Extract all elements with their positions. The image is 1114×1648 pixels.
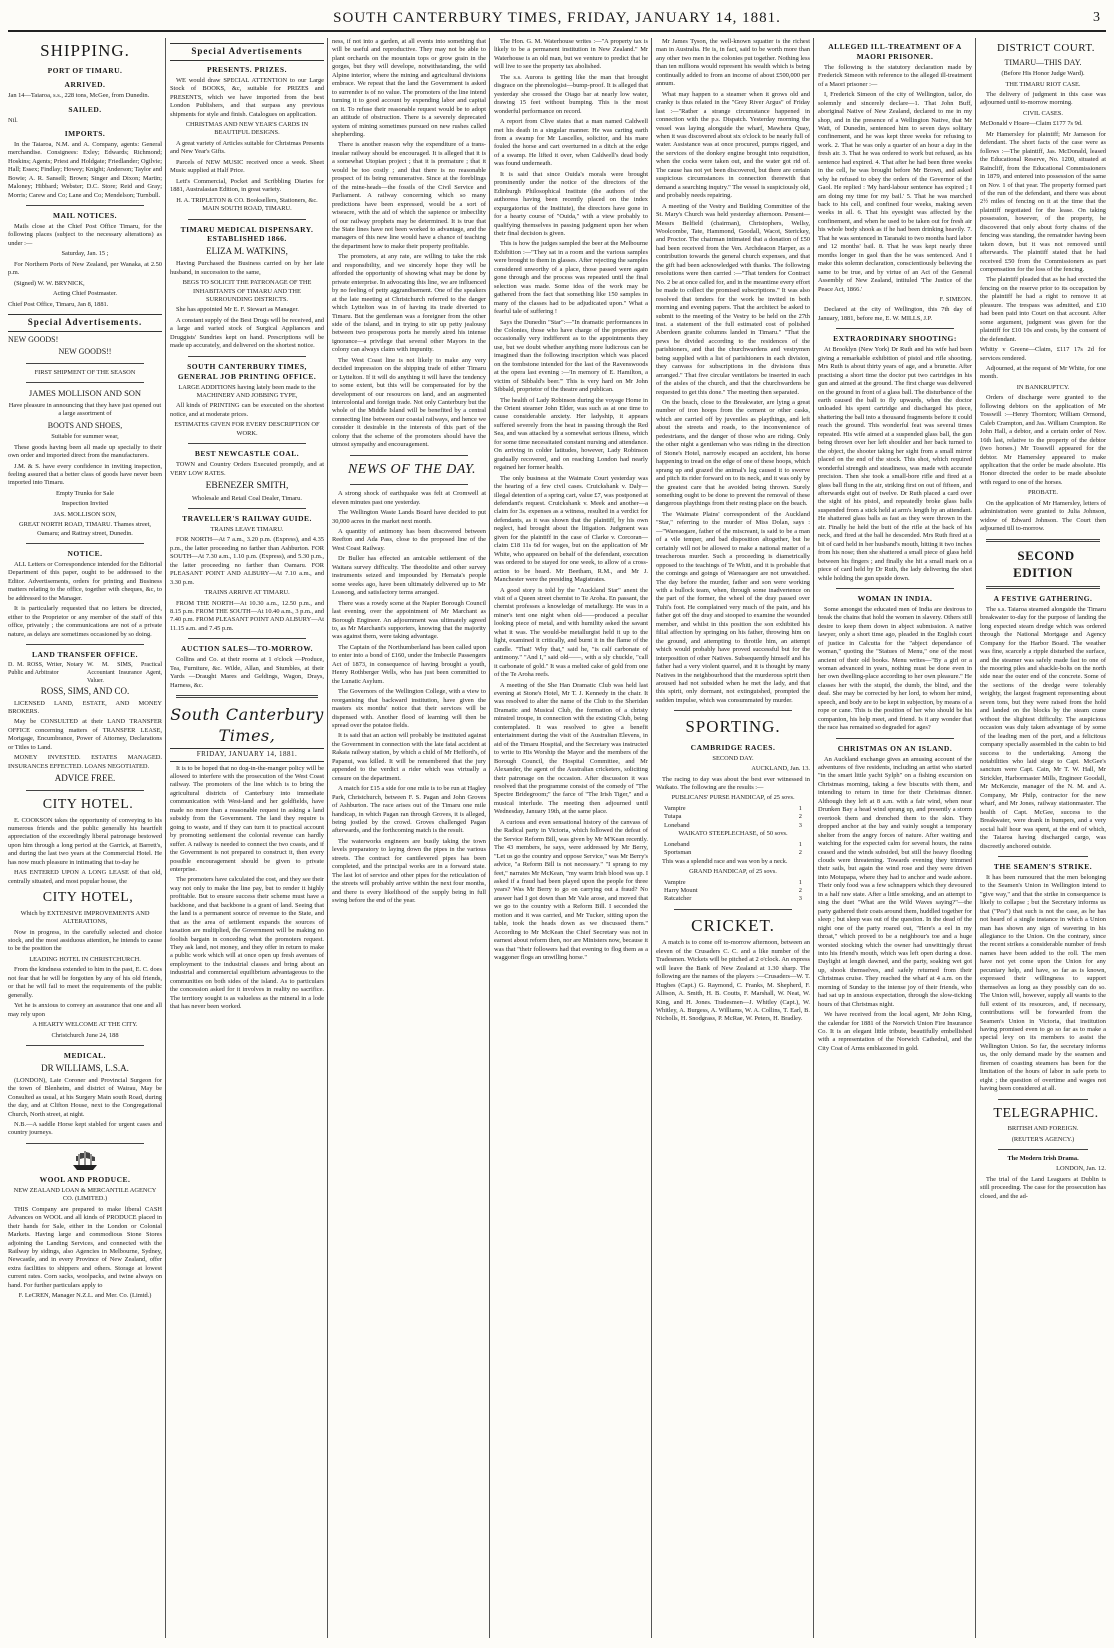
mollison-name: JAMES MOLLISON AND SON: [28, 388, 142, 399]
christmas-island-heading: CHRISTMAS ON AN ISLAND.: [837, 743, 953, 753]
races-intro: The racing to day was about the best ever witnessed in Waikato. The following are the results :—: [656, 775, 810, 792]
mollison-text-4: J.M. & S. have every confidence in inviting inspection, feeling assured that a better class of goods have never been imported into Timaru.: [8, 462, 162, 487]
new-goods-2: NEW GOODS!!: [58, 347, 112, 357]
civil-case-2: Whitty v Greene—Claim, £117 17s 2d for services rendered.: [980, 346, 1106, 362]
placing: 2: [798, 849, 802, 857]
divider: [26, 543, 144, 544]
column-7: [980, 38, 1106, 1638]
news-item: The s.s. Aurora is getting like the man that brought disgrace on the phrenologist—bump-proof. It is alleged that yesterday she crossed the Otago bar at nearly low water, drawing 15 feet without bumping. This is the most wonderful performance on record.: [494, 73, 648, 115]
mail-sign: (Signed) W. W. BRYNICK,: [14, 279, 85, 287]
cricket-text: A match is to come off to-morrow afternoon, between an eleven of the Crusaders C. C. and a like number of the Tradesmen. Wickets will be pitched at 2 o'clock. An express will leave the Bank of New Zealand at 1.30 sharp. The following are the names of the players :—Crusaders—W. T. Hughes (Capt.) G. Raymond, C. Franks, M. Shepherd, F. Allison, A. Smith, H. B. Coutts, F. Marshall, W. Neat, W. King, and H. Jones. Tradesmen—J. Whitley (Capt.), W. Whitley, A. Burgess, A. Williams, W. A. Collins, T. Earl, B. Nicholls, H. Snodgrass, P. McRae, W. Peters, H. Bradley.: [656, 939, 810, 1023]
ross-sims-name: ROSS, SIMS, AND CO.: [40, 685, 130, 696]
shooting-text: At Brooklyn (New York) Dr Ruth and his wife had been giving a remarkable exhibition of pistol and rifle shooting. Mrs Ruth is about thirty years of age, and a brunette. After practising a short time the doctor put two cartridges in his gun and aimed at the ground. The first charge was delivered on the ground in front of a glass ball. The disturbance of the earth caused the ball to fly upwards, when the doctor unloaded his spent cartridge and discharged his piece, shattering the ball into a thousand fragments before it could reach the ground. This wonderful feat was several times repeated. His wife aimed at a suspended glass ball, the gun being thrown over her left shoulder and her back turned to the object, the shooter taking her sight from a small mirror placed on the end of the stock. This shot, which required wonderful strength and steadiness, was made with accurate precision. Then she took a small-bore rifle and fired at a glass ball flung in the air, striking first on out of fifteen, and afterwards eight out of twelve. Dr Ruth placed a card over the sight of his pistol, and repeatedly broke glass balls suspended from a stick held at arm's length by an attendant. He shattered glass balls as fast as they were thrown in the air. Finally he held the butt of the rifle at the back of his neck, and fired at the ball he descended. Mrs Ruth fired at a bit of card held in her husband's mouth, hitting it two inches from his nose; then she shattered a small piece of glass held between his fingers ; and finally she hit a small mark on a piece of card held by Dr Ruth, the lady delivering the shot while holding the gun upside down.: [818, 346, 972, 582]
news-item: On the beach, close to the Breakwater, are lying a great number of iron hoops from the cement or other casks, which are carried off by juveniles as playthings, and left about the streets and roads, to the inconvenience of pedestrians, and the danger of those who are riding. Only the other night a gentleman who was riding in the direction of Stone's Hotel, narrowly escaped an accident, his horse happening to tread on the edge of one of these hoops, which sprang up and grazed the animal's leg caused it to swerve and pitch its rider forward on to its neck, and it was only by the greatest care that he avoided being thrown. Surely something ought to be done to prevent the removal of these dangerous playthings from their resting place on the beach.: [656, 399, 810, 508]
leader-continued-1: ness, if not into a garden, at all events into something that will be useful and reproductive. They may not be able to plant orchards on the mountain tops or grow grain in the gorges, but they will develope, notwithstanding, the wild Alpine interior, where the mining and agricultural divisions embrace. We repeat that the land the Government is asked to surrender is of no value. The promoters of the line intend turning it to good account by expending labor and capital on it. To refuse their reasonable request would be to adopt an attitude of obstruction. There is a severely deprecated system of mining sometimes pursued on new rushes called shepherding.: [332, 38, 486, 138]
placing: 1: [798, 840, 802, 848]
divider: [26, 644, 144, 645]
nz-loan-sign: F. LeCREN, Manager N.Z.L. and Mer. Co. (Limtd.): [18, 1292, 152, 1300]
divider: [674, 710, 792, 711]
dispensary-heading: TIMARU MEDICAL DISPENSARY. ESTABLISHED 1866.: [180, 224, 314, 244]
news-item: Says the Dunedin "Star":—"In dramatic performances in the Colonies, those who have charge of the properties are occasionally very indifferent as to the appointments they use, but we doubt whether anything more ludicrous can be imagined than the following inscription which was placed on the tombstone intended for the last of the Ravenswoods at the opera last evening :—'In memory of E. Hamilton, a victim of Sibbald's beer.'" This is very hard on Mr John Sibbald, proprietor of the theatre and publican.: [494, 318, 648, 394]
land-partners: [8, 662, 162, 686]
arrived-text: Jan 14—Taiaroa, s.s., 228 tons, McGee, from Dunedin.: [8, 92, 150, 100]
divider: [350, 455, 468, 456]
horse-name: Harry Mount: [664, 887, 698, 895]
horse-name: Loneband: [664, 840, 690, 848]
divider: [836, 588, 954, 589]
placing: 2: [798, 887, 802, 895]
court-before: (Before His Honor Judge Ward).: [1001, 70, 1085, 78]
land-text-1: LICENSED LAND, ESTATE, AND MONEY BROKERS.: [8, 699, 162, 716]
trains-leave-heading: TRAINS LEAVE TIMARU.: [210, 525, 284, 533]
leader-dateline: FRIDAY, JANUARY 14, 1881.: [170, 748, 324, 761]
williams-text: (LONDON), Late Coroner and Provincial Surgeon for the town of Blenheim, and district of Wairau, May be Consulted as usual, at his Surgery Main south Road, during the day, and at Clifton House, next to the Congregational Church, North street, at night.: [8, 1076, 162, 1118]
steeplechase-note: This was a splendid race and was won by a neck.: [662, 857, 788, 865]
divider: [674, 909, 792, 910]
watkins-text-3: She has appointed Mr E. F. Stewart as Manager.: [176, 306, 299, 314]
sailed-heading: SAILED.: [68, 104, 102, 114]
telegraphic-heading: TELEGRAPHIC.: [993, 1105, 1099, 1121]
special-ads-heading: Special Advertisements: [170, 43, 324, 61]
civil-case-2-text: Adjourned, at the request of Mr White, for one month.: [980, 365, 1106, 381]
watkins-name: ELIZA M. WATKINS,: [206, 246, 288, 257]
seamens-strike-heading: THE SEAMEN'S STRIKE.: [993, 861, 1093, 871]
job-printing-text-3: ESTIMATES GIVEN FOR EVERY DESCRIPTION OF WORK.: [174, 421, 320, 437]
cricket-heading: CRICKET.: [691, 915, 775, 935]
district-court-heading: DISTRICT COURT.: [996, 42, 1096, 54]
news-item: A meeting of the Vestry and Building Committee of the St. Mary's Church was held yesterday afternoon. Present—Messrs Belfield (chairman), Christophers, Wellsy, Woolcombe, Tate, Hammond, Goodall, Wacot, Sterickey, and Proctor. The chairman intimated that a donation of £50 had been received from the Ven. Archdeacon Harper, as a contribution towards the general church expenses, and that the gift had been acknowledged with thanks. The following resolutions were then carried :—"That tenders for Contract No. 2 be at once called for, and in the meantime every effort be made to collect the promised subscriptions." It was also resolved that tenders for the work be invited in both morning and evening papers. That the architect be asked to submit to the meeting of the Vestry to be held on the 27th inst. a statement of the full estimated cost of polished Aberdeen granite columns landed in Timaru." "That the pews be divided according to the residences of the parishioners, and that the churchwardens and vestrymen being supplied with a list of parishioners in each division, they canvass for subscriptions in the divisions thus arranged." That five circular ventilators be inserted in each of the aisles of the church, and that the churchwardens be requested to get this done." The meeting then separated.: [656, 202, 810, 396]
watkins-text-4: A constant supply of the Best Drugs will be received, and a large and varied stock of Surgical Appliances and Druggists' Sundries kept on hand. Prescriptions will be made up accurately, and delivered on the shortest notice.: [170, 316, 324, 350]
news-item: The Captain of the Northumberland has been called upon to enter into a bond of £160, under the Imbecile Passengers Act of 1873, in consequence of having brought a youth, Henry Rothberger Wells, who has just been committed to the Lunatic Asylum.: [332, 643, 486, 685]
divider: [998, 856, 1088, 857]
news-item: A meeting of the She Han Dramatic Club was held last evening at Stone's Hotel, Mr T. J. Kennedy in the chair. It was resolved to alter the name of the Club to the Sheridan Dramatic and Musical Club, the formation of a christy minstrel troupe, in connection with the existing Club, being contemplated. It was resolved to give a benefit entertainment during the visit of the Australian Elevens, in aid of the Timaru Hospital, and the Secretary was instructed to write to His Worship the Mayor and the members of the Borough Council, the Hospital Committee, and Mr Alexander, the agent of the Australian cricketers, soliciting their patronage on the occasion. After discussion it was resolved that the programme consist of the comedy of "The Spectre Bridegroom;" the farce of "The Irish Tiger," and a musical interlude. The meeting then adjourned until Wednesday, January 19th, at the same place.: [494, 681, 648, 816]
second-day: SECOND DAY.: [712, 754, 754, 762]
presents-sign: H. A. TRIPLETON & CO. Booksellers, Stationers, &c. MAIN SOUTH ROAD, TIMARU.: [176, 196, 318, 213]
presents-text-1: WE would draw SPECIAL ATTENTION to our Large Stock of BOOKS, &c, suitable for PRIZES and PRESENTS, which we have imported from the best London Publishers, and that surpass any previous shipments for style and finish. Catalogues on application.: [170, 76, 324, 118]
city-hotel-text-3: Which by EXTENSIVE IMPROVEMENTS AND ALTERATIONS,: [20, 909, 150, 926]
column-rule: [489, 38, 490, 1638]
medical-heading: MEDICAL.: [63, 1050, 107, 1060]
city-hotel-text-7: Yet he is anxious to convey an assurance that one and all may rely upon: [8, 1002, 162, 1018]
column-5: [656, 38, 810, 1638]
ill-treatment-text-3: Declared at the city of Wellington, this 7th day of January, 1881, before me, E. W. MILLS, J.P.: [818, 306, 972, 322]
civil-case-1: McDonald v Hoare—Claim £177 7s 9d.: [980, 120, 1083, 128]
trains-leave-text: FOR NORTH—At 7 a.m., 3.20 p.m. (Express), and 4.35 p.m., the latter proceeding no farther than Ashburton. FOR SOUTH—At 7.30 a.m., 1.10 p.m. (Express), and 5.30 p.m., the latter proceeding no farther than Oamaru. FOR PLEASANT POINT AND ALBURY—At 7.10 a.m., and 3.30 p.m.: [170, 536, 324, 586]
column-rule: [165, 38, 166, 1638]
news-item: A strong shock of earthquake was felt at Cromwell at eleven minutes past one yesterday.: [332, 490, 486, 506]
divider: [188, 219, 306, 220]
race-result: [656, 822, 810, 830]
divider: [26, 1143, 144, 1144]
mollison-text-1: Have pleasure in announcing that they have just opened out a large assortment of: [8, 401, 162, 418]
divider: [188, 356, 306, 357]
court-day: TIMARU—THIS DAY.: [1004, 57, 1082, 67]
coal-text-1: TOWN and Country Orders Executed promptly, and at VERY LOW RATES.: [170, 461, 324, 477]
ill-treatment-text-1: The following is the statutory declaration made by Frederick Simeon with reference to the alleged ill-treatment of a Maori prisoner :—: [818, 63, 972, 88]
column-rule: [327, 38, 328, 1638]
presents-text-2: A great variety of Articles suitable for Christmas Presents and New Year's Gifts.: [170, 139, 324, 156]
news-of-the-day-heading: NEWS OF THE DAY.: [347, 461, 477, 477]
civil-text-2: The plaintiff pleaded that as he had erected the fencing on the reserve prior to its occupation by the plaintiff he had a right to remove it at pleasure. The trespass was admitted, and £10 had been paid into Court on that account. After some argument, judgment was given for the plaintiff for £10 10s and costs, by the consent of the defendant.: [980, 276, 1106, 343]
divider: [26, 363, 144, 364]
race-result: [656, 879, 810, 887]
city-hotel-heading: CITY HOTEL.: [42, 797, 134, 813]
cards-heading: CHRISTMAS AND NEW YEAR'S CARDS IN BEAUTIFUL DESIGNS.: [185, 121, 309, 137]
land-transfer-heading: LAND TRANSFER OFFICE.: [32, 650, 138, 660]
news-item: What may happen to a steamer when it grows old and cranky is thus related in the "Grey River Argus" of Friday last :—"Rather a strange circumstance happened in connection with the p.s. Dispatch. Yesterday morning the vessel was laying alongside the wharf, Mawhera Quay, when it was discovered about six o'clock to be nearly full of water. Assistance was at once procured, pumps rigged, and the services of the donkey engine brought into requisition, when the cocks were taken out, and the water got rid of. The cause has not yet been discovered, but there are certain suspicious circumstances in connection therewith that demand a searching inquiry." The vessel is suspiciously old, and probably needs repairing.: [656, 90, 810, 200]
civil-cases-heading: CIVIL CASES.: [1023, 109, 1063, 117]
arrived-heading: ARRIVED.: [64, 80, 106, 90]
mail-heading: MAIL NOTICES.: [52, 211, 117, 221]
column-3: [332, 38, 486, 1638]
mail-date: Saturday, Jan. 15 ;: [61, 250, 109, 258]
news-item: The only business at the Waimate Court yesterday was the hearing of a few civil cases. Cruickshank v. Daly—illegal detention of a spring cart, value £7, was postponed at defendant's request. Cruickshank v. Meek and another—a claim for 3s. expenses as a witness, resulted in a verdict for defendants, as it was shown that the plaintiff, by his own neglect, had brought about the litigation. Judgment was given for the plaintiff in the case of Clarke v. Corcoran—claim £18 11s 6d for wages, but on the application of Mr White, who appeared on behalf of the defendant, execution was ordered to be stayed for one week, to allow of a cross-action to be heard. Mr Beetham, R.M., and Mr J. Manchester were the presiding Magistrates.: [494, 474, 648, 584]
race-result: [656, 805, 810, 813]
bankruptcy-text: Orders of discharge were granted to the following debtors on the application of Mr Tosswill :—Henry Thornton; William Ormond, Caleb Crampton, and Jas. William Crampton. Re John Hall, a debtor, and a certain order of Nov. 16th last, relative to the property of the debtor (two horses.) Mr Tosswill appeared for the debtor. Mr Hamersley appeared to make application that the order be made absolute. His Honor directed the order to be made absolute with regard to one of the horses.: [980, 394, 1106, 486]
news-item: The Hon. G. M. Waterhouse writes :—"A property tax is likely to be a permanent institution in New Zealand." Mr Waterhouse is an old man, but we venture to predict that he will live to see the property tax abolished.: [494, 38, 648, 71]
notice-text-2: It is particularly requested that no letters be directed, either to the Proprietor or any member of the staff of this office, privately ; the communications are not of a private nature, as delays are sometimes occasioned by so doing.: [8, 605, 162, 638]
empty-trunks: Empty Trunks for Sale: [55, 489, 115, 497]
festive-gathering-text: The s.s. Taiaroa steamed alongside the Timaru breakwater to-day for the purpose of landing the long expected steam dredge which was ordered through the National Mortgage and Agency Company for the Harbor Board. The weather was fine, scarcely a ripple disturbed the surface, and the steamer was safely made fast to one of the mooring piles and shackle-bolts on the north side near the outer end of the concrete. Some of the sections of the dredge were tolerably weighty, the largest fragment representing about seven tons, but they were raised from the hold and landed on the blocks by the steam crane without the slightest difficulty. The auspicious occasion was duly taken advantage of by some of the leading men of the port, and a felicitous company specially assembled in the cabin to bid success to the undertaking. Among the notabilities who laid siege to Capt. McGee's sanctum were Capt. Cain, Mr T. W. Hall, Mr Strickler, Harbormaster Mills, Engineer Goodall, Mr McKenzie, manager of the N. M. and A. Company, Mr Philp, contractor for the new wharf, and Mr Jones, railway stationmaster. The health of Capt. McGee, success to the Breakwater, were drank in bumpers, and a very social half hour was spent, at the end of which, the Taiaroa having discharged cargo, was discreetly anchored outside.: [980, 605, 1106, 850]
cambridge-races-heading: CAMBRIDGE RACES.: [690, 742, 776, 752]
waikato-steeplechase: WAIKATO STEEPLECHASE, of 50 sovs.: [678, 830, 788, 838]
shipping-heading: SHIPPING.: [40, 41, 130, 60]
reuters-agency: (REUTER'S AGENCY.): [1011, 1135, 1075, 1143]
horse-name: Loneband: [664, 821, 690, 829]
festive-gathering-heading: A FESTIVE GATHERING.: [993, 593, 1093, 603]
probate-text: On the application of Mr Hamersley, letters of administration were granted to Julia Johnson, widow of Edward Johnson. The Court then adjourned till to-morrow.: [980, 499, 1106, 533]
news-item: It is said that an action will probably be instituted against the Government in connection with the late fatal accident at Rakaia railway station, by which a child of Mr Hefford's, of Papanui, was killed. It will be remembered that the jury appended to the verdict a rider which was virtually a censure on the department.: [332, 732, 486, 782]
trains-arrive-heading: TRAINS ARRIVE AT TIMARU.: [204, 589, 290, 597]
new-goods-1: NEW GOODS!: [8, 334, 59, 344]
masthead: [8, 6, 1106, 32]
race-result: [656, 841, 810, 849]
divider: [188, 508, 306, 509]
divider: [350, 484, 468, 485]
trains-arrive-text: FROM THE NORTH—At 10.30 a.m., 12.50 p.m., and 8.15 p.m. FROM THE SOUTH—At 10.40 a.m., 3 p.m., and 7.40 p.m. FROM PLEASANT POINT AND ALBURY—At 11.15 a.m. and 7.45 p.m.: [170, 599, 324, 632]
nz-loan-text: THIS Company are prepared to make liberal CASH Advances on WOOL and all kinds of PRODUCE placed in their hands for Sale, either in the London or Colonial Markets. Having large and commodious Stone Stores adjoining the Landing Services, and connected with the Railway by sidings, also Agencies in Melbourne, Sydney, Newcastle, and in every Province of New Zealand, offer extra facilities to shippers and others. Storage at lowest current rates. Corn sacks, woolpacks, and twine always on hand. For further particulars apply to: [8, 1205, 162, 1289]
mollison-sign: JAS. MOLLISON SON,: [53, 510, 117, 518]
notice-text-1: ALL Letters or Correspondence intended for the Editorial Department of this paper, ought to be addressed to the Editor. Advertisements, orders for printing and Business matters relating to the office, together with cheques, &c, to be addressed to the Manager.: [8, 561, 162, 602]
race-result: [656, 813, 810, 821]
divider: [26, 790, 144, 791]
imports-heading: IMPORTS.: [64, 129, 106, 139]
coal-text-2: Wholesale and Retail Coal Dealer, Timaru.: [192, 494, 302, 502]
land-text-3: MONEY INVESTED. ESTATES MANAGED. INSURANCES EFFECTED. LOANS NEGOTIATED.: [8, 754, 162, 770]
mail-north: For Northern Ports of New Zealand, per Wanaka, at 2.50 p.m.: [8, 260, 162, 277]
news-item: The Governors of the Wellington College, with a view to reorganising that backward institution, have given the masters six months' notice that their services will be dispensed with. Another flood of learning will then be spread over the potatoe fields.: [332, 688, 486, 729]
job-printing-text-2: All kinds of PRINTING can be executed on the shortest notice, and at moderate prices.: [170, 402, 324, 418]
presents-heading: PRESENTS. PRIZES.: [207, 64, 287, 74]
first-shipment: FIRST SHIPMENT OF THE SEASON: [34, 369, 136, 377]
city-hotel-text-1: E. COOKSON takes the opportunity of conveying to his numerous friends and the public generally his heartfelt appreciation of the exceedingly liberal patronage bestowed upon him through a long period at the Garrick, at Barrett's, and during the last two years at the Commercial Hotel. He has now much pleasure in intimating that to-day he: [8, 816, 162, 866]
job-printing-text-1: LARGE ADDITIONS having lately been made to the MACHINERY AND JOBBING TYPE,: [178, 383, 316, 399]
race-dateline: AUCKLAND, Jan. 13.: [751, 765, 810, 773]
williams-name: DR WILLIAMS, L.S.A.: [41, 1062, 129, 1073]
race-result: [656, 887, 810, 895]
city-hotel-name: CITY HOTEL,: [42, 890, 134, 906]
port-heading: PORT OF TIMARU.: [47, 66, 123, 76]
divider: [176, 695, 318, 698]
city-hotel-text-5: LEADING HOTEL IN CHRISTCHURCH.: [29, 955, 141, 963]
special-ads-heading: Special Advertisements.: [8, 314, 162, 332]
news-item: A good story is told by the "Auckland Star" anent the visit of a Queen street chemist to Te Aroha. En passant, the chemist professes a knowledge of metallurgy. He was in a miner's tent one night when old——produced a peculiar looking piece of metal, and with humility asked the savant what it was. The would-be metallurgist held it up to the light, examined it critically, and burnt it in the flame of the candle. "That! Why that," said he, "is calf carbonate of antimony." "And I," said old——, with a sly chuckle, "call it carbonate of gold." It was a melted cake of gold from one of the Te Aroha reefs.: [494, 586, 648, 679]
irish-drama-text: The trial of the Land Leaguers at Dublin is still proceeding. The case for the prosecution has closed, and the ad-: [980, 1175, 1106, 1200]
placing: 1: [798, 804, 802, 812]
divider: [188, 638, 306, 639]
shooting-heading: EXTRAORDINARY SHOOTING:: [833, 334, 957, 344]
news-item: A report from Clive states that a man named Caldwell met his death in a singular manner. He was carting earth from a swamp for Mr Lascelles, solicitor, and his mare fouled the horse and cart overturned in a ditch at the edge of a swamp. He lifted it over, when Caldwell's dead body was found underneath.: [494, 118, 648, 168]
column-2: [170, 38, 324, 1638]
watkins-text-1: Having Purchased the Business carried on by her late husband, in succession to the same,: [170, 260, 324, 276]
news-item: The health of Lady Robinson during the voyage Home in the Orient steamer John Elder, was such as at one time to cause considerable anxiety. Her ladyship, it appears suffered severely from the heat in passing through the Red Sea, and was attacked by a somewhat serious illness, which for some time necessitated constant nursing and attendance. On arriving in colder latitudes, however, Lady Robinson gradually recovered, and on reaching London had nearly regained her former health.: [494, 396, 648, 472]
divider: [986, 586, 1100, 589]
divider: [26, 382, 144, 383]
news-item: Dr Buller has effected an amicable settlement of the Waitara survey difficulty. The theodolite and other survey instruments seized and impounded by Hemata's people some weeks ago, have been ultimately delivered up to Mr Loasong, and satisfactory terms arranged.: [332, 555, 486, 597]
divider: [986, 539, 1100, 542]
second-edition-heading: SECOND EDITION: [1013, 547, 1075, 580]
boots-heading: BOOTS AND SHOES,: [47, 420, 123, 430]
race-result: [656, 849, 810, 857]
divider: [188, 443, 306, 444]
horse-name: Tutapa: [664, 813, 682, 821]
column-6: [818, 38, 972, 1638]
column-rule: [651, 38, 652, 1638]
court-text-1: The delivery of judgment in this case was adjourned until to-morrow morning.: [980, 90, 1106, 107]
job-printing-heading: SOUTH CANTERBURY TIMES, GENERAL JOB PRINTING OFFICE.: [177, 361, 317, 381]
news-item: A match for £15 a side for one mile is to be run at Hagley Park, Christchurch, between F. S. Pagan and John Groves of Ashburton. The race arises out of the Timaru one mile handicap, in which Pagan ran through Groves, it is alleged, being jostled by the crowd. Groves challenged Pagan afterwards, and the forthcoming match is the result.: [332, 785, 486, 835]
horse-name: Vampire: [664, 878, 686, 886]
ill-treatment-text-2: I, Frederick Simeon of the city of Wellington, tailor, do solemnly and sincerely declare—1. That John Buff, aboriginal Native of New Zealand, declared to me in my shop, and in the presence of a Wellington Native, that Mr Watt, of Dunedin, sentenced him to seven days solitary confinement, and he was kept three weeks for refusing to work. 2. That he was only a quarter of an hour a day in the fresh air. 3. That he was ordered to work but refused, as his sentence had expired. 4. That after he had been three weeks in the cell, he was brought before Mr Brown, and asked why he refused to obey the orders of the Governor of the Gaol. He replied : 'My hard-labour sentence has expired ; I am doing my time for my bail.' 5. That he was marched back to his cell, and confined four weeks, making seven weeks in all. 6. That his eyesight was affected by the confinement, and when he used to be taken out for fresh air his whole body shook as if he had been drinking heavily. 7. That he was sentenced in Taranaki to two months hard labor and 12 months' bail. 8. That he was kept nearly three months longer in gaol than the he was sentenced. And I make this solemn declaration, conscientiously believing the same to be true, and by virtue of an Act of the General Assembly of New Zealand, intituled 'The Justice of the Peace Act, 1866.': [818, 91, 972, 293]
williams-note: N.B.—A saddle Horse kept stabled for urgent cases and country journeys.: [8, 1121, 162, 1137]
placing: 1: [798, 878, 802, 886]
column-rule: [975, 38, 976, 1638]
mail-office: Chief Post Office, Timaru, Jan 8, 1881.: [8, 300, 109, 308]
probate-heading: PROBATE.: [1027, 489, 1058, 497]
column-4: [494, 38, 648, 1638]
column-rule: [813, 38, 814, 1638]
advice-free: ADVICE FREE.: [54, 773, 116, 784]
presents-text-4: Lett's Commercial, Pocket and Scribbling Diaries for 1881, Australasian Edition, in great variety.: [170, 177, 324, 194]
newspaper-nameplate: South Canterbury Times,: [170, 705, 324, 746]
woman-in-india-text: Some amongst the educated men of India are desirous to break the chains that hold the women in slavery. Others still desire to keep them down in abject submission. A native lawyer, only a short time ago, pleaded in the English court of justice in Calcutta for the "abject dependance of woman," quoting the "Statues of Menu," one of the most ancient of their old books. Menu writes—"By a girl or a woman advanced in years, nothing must be done even in her own dwelling-place according to her own pleasure." He classes her with the stupid, the dumb, the blind, and the deaf. She may be corrected by her lord, to whom her mind, speech, and body are to be kept in subjection, by means of a rope or cane. This is the position of her who should be his companion, his help meet, and friend. Is it any wonder that the race has remained so degraded for ages?: [818, 605, 972, 732]
court-riot-case: THE TIMARU RIOT CASE.: [1005, 80, 1081, 88]
mail-text: Mails close at the Chief Post Office Timaru, for the following places (subject to the necessary alterations) as under :—: [8, 222, 162, 247]
coal-heading: BEST NEWCASTLE COAL.: [194, 449, 300, 459]
divider: [836, 328, 954, 329]
inspection-invited: Inspection Invited: [61, 500, 109, 508]
news-item: The Wellington Waste Lands Board have decided to put 30,000 acres in the market next month.: [332, 509, 486, 525]
leader-text-1: It is to be hoped that no dog-in-the-manger policy will be allowed to interfere with the prosecution of the West Coast railway. The promoters of the line which is to bring the agricultural districts of Canterbury into immediate communication with West-land and her goldfields, have made no more than a reasonable request in asking a land subsidy from the Government. The land they require is going to waste, and if they can turn it to practical account by promoting settlement the colonial revenue can hardly suffer. A railway is needed to connect the two coasts, and if the Government is not prepared to construct it, then every possible encouragement should be given to private enterprise.: [170, 764, 324, 873]
horse-name: Ratcatcher: [664, 895, 692, 903]
ship-icon: [71, 1149, 99, 1171]
leader-continued-4: The West Coast line is not likely to make any very decided impression on the shipping trade of either Timaru or Lyttelton. If it will do anything it will have the tendency to some extent, but this will be compensated for by the development of our resources on land, and an augmented intercolonial and foreign trade. Not only Canterbury but the whole of the Middle Island will be benefited by a central connecting line between our coastal railways, and hence we consider it desirable in the interests of this part of the colony that the scheme of the promoters should have the utmost sympathy and encouragement.: [332, 356, 486, 449]
railway-guide-heading: TRAVELLER'S RAILWAY GUIDE.: [182, 514, 312, 524]
notice-heading: NOTICE.: [67, 549, 103, 559]
news-item: The waterworks engineers are busily taking the town levels preparatory to laying down the pipes in the various streets. The contract for cantilevered pipes has been completed, and the principal works are in a forward state. The last lot of service and other pipes for the reticulation of the streets will probably arrive within the next four months, and there is every likelihood of the supply being in full swing before the end of the year.: [332, 837, 486, 905]
news-item: This is how the judges sampled the beer at the Melbourne Exhibition :—"They sat in a room and the various samples were brought to them in glasses. After rejecting the samples considered unworthy of a place, those passed were again gone through and the process was repeated until the final selection was made. Some idea of the work may be gathered from the fact that something like 150 samples in many of the classes had to be adjudicated upon." What a fearful tale of suffering !: [494, 240, 648, 316]
city-hotel-text-4: Now in progress, in the carefully selected and choice stock, and the most assiduous attention, he intends to cause to be the position the: [8, 928, 162, 953]
ill-treatment-sign: F. SIMEON.: [939, 296, 972, 304]
placing: 3: [798, 895, 802, 903]
placing: 2: [798, 813, 802, 821]
wool-heading: WOOL AND PRODUCE.: [39, 1174, 131, 1184]
column-1: [8, 38, 162, 1638]
divider: [998, 1149, 1088, 1150]
news-item: It is said that since Ouida's morals were brought prominently under the notice of the directors of the Edinburgh Philosophical Institute (the authors of the authoress having been recently placed on the index expurgatorius of the Institute), the directors have gone in for a hearty course of "Ouida," with a view probably to qualifying themselves in passing judgment upon her when their final decision is given.: [494, 170, 648, 237]
news-item: There was a rowdy scene at the Napier Borough Council last evening, over the appointment of Mr Marchant as Borough Engineer. An adjournment was ultimately agreed to, as Mr Marchant's supporters, knowing that the majority was against them, were taking advantage.: [332, 599, 486, 641]
race-result: [656, 895, 810, 903]
placing: 3: [798, 821, 802, 829]
leader-text-2: The promoters have calculated the cost, and they see their way not only to make the line pay, but to render it highly profitable. But to ensure success their scheme must have a backbone, and that backbone is a grant of land. Seeing that the land is a permanent source of revenue to the State, and that as the area of settlement expands the sources of taxation are multiplied, the Government will be making no foolish bargain in conceding what the promoters request. They ask land, not money, and they offer in return to make a public work which will at once open up fresh avenues of employment to the industrial classes and bring about an industrial and commercial equilibrium advantageous to the communities on both sides of the island. As to particulars the concession asked for it involves in reality no sacrifice. The territory sought is as valueless as the mineral in a lode that has never been worked.: [170, 876, 324, 1011]
seamens-strike-text: It has been rumoured that the men belonging to the Seamen's Union in Wellington intend to "give way," and that the strike in consequence is likely to collapse ; but the Secretary informs us that ("Pea") that such is not the case, as he has not heard of a single instance in which a Union man has shown any sign of wavering in his allegiance to the Union. On the contrary, since the recent strikes a considerable number of fresh names have been added to the roll. The men have not yet come upon the Union for any pecuniary help, and have, so far as is known, expressed their willingness to support themselves as long as they possibly can do so. The Union will, however, supply all wants to the full extent of its resources, and, if necessary, contributions will be forwarded from the Seamen's Union in Victoria, that institution having promised even to go so far as to make a special levy on its members to assist the Wellington Union. So far, the secretary informs us, the only demand made by the seamen and firemen of coasting steamers has been for the limitation of the hours of labor in safe ports to eight ; the question of overtime and wages not having been considered at all.: [980, 873, 1106, 1093]
auction-text: Collins and Co. at their rooms at 1 o'clock —Produce, Tea, Furniture, &c. Wilde, Allan, and Stumbles, at their Yards —Draught Mares and Geldings, Wagon, Drays, Harness, &c.: [170, 656, 324, 689]
city-hotel-text-6: From the kindness extended to him in the past, E. C. does not fear that he will be forgotten by any of his old friends, or that he will fail to meet the requirements of the public generally.: [8, 966, 162, 999]
publicans-purse: PUBLICANS' PURSE HANDICAP, of 25 sovs.: [671, 794, 795, 802]
auction-heading: AUCTION SALES—TO-MORROW.: [180, 644, 314, 654]
divider: [998, 1099, 1088, 1100]
watkins-text-2: BEGS TO SOLICIT THE PATRONAGE OF THE INHABITANTS OF TIMARU AND THE SURROUNDING DISTRICTS.: [182, 279, 312, 304]
woman-in-india-heading: WOMAN IN INDIA.: [857, 593, 933, 603]
civil-text-1: Mr Hamersley for plaintiff; Mr Jameson for defendant. The short facts of the case were as follows :—The plaintiff, Jas. McDonald, leased the Educational Reserve, No. 1200, situated at Raincliff, from the Educational Commissioners in 1879, and entered into possession of the same on Nov. 1 of that year. The property formed part of the run of the defendant, and there was about 2½ miles of fencing on it at the time that the plaintiff negotiated for the lease. On taking possession, however, of the property, he discovered that only about forty chains of the fencing was standing, the remainder having been taken down, but it was not removed until afterwards. The plaintiff stated that he had received £50 from the Commissioners as part compensation for the loss of the fencing.: [980, 130, 1106, 274]
mollison-text-2: Suitable for summer wear,: [51, 433, 119, 441]
paper-title: SOUTH CANTERBURY TIMES, FRIDAY, JANUARY 14, 1881.: [333, 10, 781, 26]
leader-continued-2: There is another reason why the expenditure of a trans-insular railway should be encouraged. It is alleged that it is a somewhat Utopian project ; that it is premature ; that it would be too costly ; and that there is no reasonable prospect of its being remunerative. Since at the foreblings of the mine-heads—the fossils of the Civil Service and Parliament. A railway concerning which so many predictions have been expressed, would be a sort of wiseacre, with the aid of which the sapience or imbecility of our railway prophets may be determined. It is true that the State lines have not been worked to advantage, and the managers of this new line would have a chance of teaching the department how to make their property profitable.: [332, 141, 486, 250]
sporting-heading: SPORTING.: [685, 717, 781, 737]
coal-dealer-name: EBENEZER SMITH,: [205, 481, 289, 492]
divider: [26, 1045, 144, 1046]
leader-continued-3: The promoters, at any rate, are willing to take the risk and responsibility, and we sincerely hope they will be afforded the opportunity of showing what may be done by private enterprise. In advocating this line, we are influenced by no feeling of petty aggrandisement. One of the speakers at the late meeting at Christchurch referred to the danger which Lyttelton was in of having its trade diverted to Timaru. But the gentleman was a foreigner from the other side of the island, and in trying to stir up petty jealousy between two prosperous ports he merely aired his intense ignorance—a privilege that several other Mayors in the colony can always claim with impunity.: [332, 253, 486, 354]
news-item: A curious and even sensational history of the canvass of the Radical party in Victoria, which followed the defeat of the Service Reform Bill, was given by Mr M'Kean recently. The 43 members, he says, were addressed by Mr Berry, "Let us go the country and oppose Service," was Mr Berry's advice, "a Reform Bill is not necessary." "I sprang to my feet," narrates Mr McKean, "my warm Irish blood was up. I asked if a fraud had been played upon the people for three years? Was Mr Berry to go on carrying out a fraud? No answer had I got down than Mr Vale arose, and moved that we go to the country with a Reform Bill. I seconded the motion and it was carried, and Mr Tucker, sitting upon the table, took the heads down as we discussed them." According to Mr McKean the Chief Secretary was not in earnest about reform then, nor are Ministers now, because it was that "their followers had that evening to flog them as a waggoner flogs an unwilling horse.": [494, 818, 648, 962]
british-foreign: BRITISH AND FOREIGN.: [1007, 1125, 1079, 1133]
christmas-island-text: An Auckland exchange gives an amusing account of the adventures of five residents, including an artist who started "in the smart little yacht Sylph" on a fishing excursion on Christmas morning, taking a few biscuits with them, and intending to return in time for their Christmas dinner. Although they left at 8 a.m. with a fair wind, when near Drunken Bay a head wind sprang up, and presently a storm overtook them and drenched them to the skin. They dropped anchor at the bay and vainly sought a temporary shelter from the angry forces of nature. After waiting and watching for the expected calm for several hours, the rains ceased and the winds subsided, but still the heavy flooding clouds were threatening. Towards evening they trimmed their sails, but again the wind rose and they were driven into Motupapa, where they had to anchor and wade ashore. Their only food was a few schnappers which they devoured in a half raw state. After a little smoking, and an attempt to sing the duet "What are the Wild Waves saying?"—the party gathered their coats around them, huddled together for sleep ; but sleep was out of the question. In the dead of the night one of the party roared out, "Here's a eel in my throat," which proved to be a neighbour's toe and a huge worsted stocking which the owner had unwittingly thrust into his friend's mouth, which was left open during a dose. Daylight at length dawned, and the party, soaking wet got up, shook themselves, and safely returned from their Christmas cruise. They reached the wharf at 4 a.m. on the morning of Sunday to the intense joy of their friends, who had sat up in anxious expectation, through the slow-ticking hours of that Christmas night.: [818, 755, 972, 1008]
mollison-address: GREAT NORTH ROAD, TIMARU. Thames street, Oamaru; and Rattray street, Dunedin.: [18, 521, 152, 537]
land-partner-right: W. M. SIMS, Practical Accountant Insurance Agent, Valuer.: [87, 661, 162, 684]
land-text-2: May be CONSULTED at their LAND TRANSFER OFFICE concerning matters of TRANSFER LEASE, Mortgage, Encumbrance, Power of Attorney, Declarations or Titles to Land.: [8, 718, 162, 751]
news-item: A quantity of antimony has been discovered between Reefton and Ada Pass, close to the proposed line of the West Coast Railway.: [332, 528, 486, 552]
irish-drama-heading: The Modern Irish Drama.: [1007, 1155, 1079, 1163]
divider: [836, 738, 954, 739]
news-item: The Waimate Plains' correspondent of the Auckland "Star," referring to the murder of Miss Dolan, says :—"Wareaogare, father of the miscreant, is said to be a man of a vile temper, and bad disposition altogether, but he certainly will not be allowed to make a national matter of a treacherous murder. Such a proceeding is diametrically opposed to the teachings of Te Whiti, and it is probable that the comings and goings of Wareaogare are not unwatched. The day before the murder, father and son were working with a bullock team, when, through some inadvertence on the part of the former, the wheel of the dray passed over Tuhi's foot. He complained very much of the pain, and his father got off the dray and stooped to examine the wounded member, and whilst in this position the son exhibited his filial affection by springing on his father, throwing him on the ground, and attempting to throttle him, an attempt which would probably have proved successful but for the interposition of other Natives. Subsequently himself and his father had a very violent quarrel, and it is thought by many Natives in the neighbourhood that the murderous spirit then aroused had not subsided when he met the lady, and that this spirit, only dormant, not extinguished, prompted the sudden impulse, which was consummated by murder.: [656, 510, 810, 704]
nz-loan-name: NEW ZEALAND LOAN & MERCANTILE AGENCY CO. (LIMITED.): [13, 1186, 157, 1203]
city-hotel-text-2: HAS ENTERED UPON A LONG LEASE of that old, centrally situated, and most popular house, the: [8, 869, 162, 885]
land-partner-left: D. M. ROSS, Writer, Notary Public and Arbitrator: [8, 661, 83, 676]
ill-treatment-heading: ALLEGED ILL-TREATMENT OF A MAORI PRISONER.: [828, 42, 962, 61]
city-hotel-welcome: A HEARTY WELCOME AT THE CITY.: [32, 1021, 138, 1029]
mail-sign-2: Acting Chief Postmaster.: [52, 290, 118, 298]
news-item: Mr James Tyson, the well-known squatter is the richest man in Australia. He is, in fact, said to be worth more than any other two men in the colonies put together. Nothing less than ten millions would represent his wealth which is being continually added to from an income of about £500,000 per annum.: [656, 38, 810, 88]
city-hotel-date: Christchurch June 24, 188: [51, 1031, 119, 1039]
bankruptcy-heading: IN BANKRUPTCY.: [1016, 383, 1070, 391]
horse-name: Vampire: [664, 804, 686, 812]
mollison-text-3: These goods having been all made up specially to their own order and imported direct from the manufacturers.: [8, 443, 162, 460]
horse-name: Sportsman: [664, 849, 692, 857]
divider: [26, 205, 144, 206]
presents-text-3: Parcels of NEW MUSIC received once a week. Sheet Music supplied at Half Price.: [170, 158, 324, 175]
london-dateline: LONDON, Jan. 12.: [1056, 1165, 1106, 1173]
grand-handicap: GRAND HANDICAP, of 25 sovs.: [689, 868, 777, 876]
page-number: 3: [1093, 10, 1100, 25]
sailed-text: Nil.: [8, 116, 18, 124]
calendar-text: We have received from the local agent, Mr John King, the calendar for 1881 of the Norwich Union Fire Insurance Co. It is an elegant little tribute, beautifully embellished with a representation of the Norwich Cathedral, and the City Coat of Arms emblazoned in gold.: [818, 1011, 972, 1052]
imports-text: In the Taiaroa, N.M. and A. Company, agents: General merchandise. Consignees: Exley; Edwards; Richmond; Hoskins; Agents; Priest and Holdgate; Friedlander; Ogilvie; Hall; Essex; Findlay; Howey; Knight; Anderson; Taylor and Bowie; A. R. Sansell; Brown; Singer and Dixon; Martin; Maloney; Hibbard; Webster; D.C. Store; Reid and Gray; Morris; Carew and Co; Lane and Co; Mendelson; Turnbull.: [8, 140, 162, 199]
